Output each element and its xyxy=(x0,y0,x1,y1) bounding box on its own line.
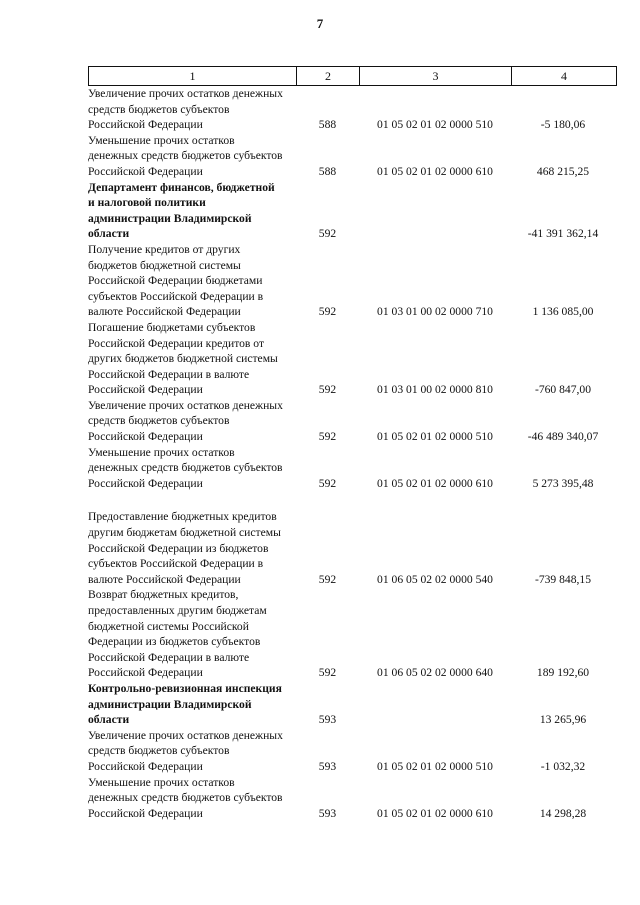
table-row xyxy=(88,509,617,587)
row-kbk: 01 03 01 00 02 0000 710 xyxy=(377,305,493,319)
row-kbk: 01 06 05 02 02 0000 540 xyxy=(377,572,493,586)
row-code: 592 xyxy=(318,430,337,444)
page-number: 7 xyxy=(316,16,324,31)
row-code: 593 xyxy=(318,806,337,820)
table-body xyxy=(88,86,617,821)
row-code: 592 xyxy=(318,227,337,241)
table-row xyxy=(88,728,617,775)
table-row xyxy=(88,445,617,492)
table-row-department xyxy=(88,180,617,242)
row-amount: 468 215,25 xyxy=(536,164,590,178)
row-code: 592 xyxy=(318,305,337,319)
row-amount: -5 180,06 xyxy=(540,118,586,132)
row-code: 588 xyxy=(318,118,337,132)
row-description: Контрольно-ревизионная инспекция администрации Владимирской области xyxy=(88,681,282,727)
row-kbk: 01 03 01 00 02 0000 810 xyxy=(377,383,493,397)
row-amount: -739 848,15 xyxy=(534,572,592,586)
row-amount: -760 847,00 xyxy=(534,383,592,397)
table-row xyxy=(88,86,617,133)
row-amount: 14 298,28 xyxy=(539,806,587,820)
row-description: Департамент финансов, бюджетной и налоговой политики администрации Владимирской области xyxy=(88,180,275,241)
row-description: Возврат бюджетных кредитов, предоставленных другим бюджетам бюджетной системы Российской Федерации из бюджетов субъектов Российской Федерации в валюте Российской Федерации xyxy=(88,588,267,680)
row-gap xyxy=(88,491,617,509)
row-kbk: 01 05 02 01 02 0000 610 xyxy=(377,476,493,490)
row-code: 592 xyxy=(318,572,337,586)
row-description: Предоставление бюджетных кредитов другим бюджетам бюджетной системы Российской Федерации из бюджетов субъектов Российской Федерации в валюте Российской Федерации xyxy=(88,510,281,586)
row-amount: 1 136 085,00 xyxy=(532,305,594,319)
row-kbk: 01 05 02 01 02 0000 510 xyxy=(377,118,493,132)
row-description: Уменьшение прочих остатков денежных средств бюджетов субъектов Российской Федерации xyxy=(88,133,283,178)
row-amount: -1 032,32 xyxy=(540,759,586,773)
column-header-1: 1 xyxy=(89,67,297,85)
table-row xyxy=(88,587,617,681)
table-header xyxy=(88,66,617,86)
row-description: Увеличение прочих остатков денежных средств бюджетов субъектов Российской Федерации xyxy=(88,398,283,444)
column-header-4: 4 xyxy=(561,69,567,83)
row-kbk: 01 06 05 02 02 0000 640 xyxy=(377,666,493,680)
row-amount: 13 265,96 xyxy=(539,713,587,727)
row-amount: -46 489 340,07 xyxy=(527,430,599,444)
row-kbk: 01 05 02 01 02 0000 510 xyxy=(377,430,493,444)
row-description: Увеличение прочих остатков денежных средств бюджетов субъектов Российской Федерации xyxy=(88,87,283,132)
table-row xyxy=(88,398,617,445)
row-description: Погашение бюджетами субъектов Российской Федерации кредитов от других бюджетов бюджетной системы Российской Федерации в валюте Российской Федерации xyxy=(88,320,278,397)
row-description: Увеличение прочих остатков денежных средств бюджетов субъектов Российской Федерации xyxy=(88,728,283,773)
table-row xyxy=(88,775,617,822)
row-amount: 189 192,60 xyxy=(536,666,590,680)
row-kbk: 01 05 02 01 02 0000 510 xyxy=(377,759,493,773)
table-row xyxy=(88,242,617,320)
table-row-department xyxy=(88,681,617,728)
column-header-3: 3 xyxy=(360,67,512,85)
row-code: 592 xyxy=(318,476,337,490)
row-code: 592 xyxy=(318,666,337,680)
row-description: Уменьшение прочих остатков денежных средств бюджетов субъектов Российской Федерации xyxy=(88,775,283,820)
table-row xyxy=(88,133,617,180)
row-description: Уменьшение прочих остатков денежных средств бюджетов субъектов Российской Федерации xyxy=(88,445,283,490)
row-description: Получение кредитов от других бюджетов бюджетной системы Российской Федерации бюджетами субъектов Российской Федерации в валюте Российской Федерации xyxy=(88,242,264,319)
row-kbk: 01 05 02 01 02 0000 610 xyxy=(377,164,493,178)
row-code: 588 xyxy=(318,164,337,178)
row-amount: 5 273 395,48 xyxy=(532,476,594,490)
table-row xyxy=(88,320,617,398)
row-code: 593 xyxy=(318,759,337,773)
row-code: 592 xyxy=(318,383,337,397)
row-kbk: 01 05 02 01 02 0000 610 xyxy=(377,806,493,820)
row-code: 593 xyxy=(318,713,337,727)
column-header-2: 2 xyxy=(297,67,360,85)
row-amount: -41 391 362,14 xyxy=(527,227,599,241)
